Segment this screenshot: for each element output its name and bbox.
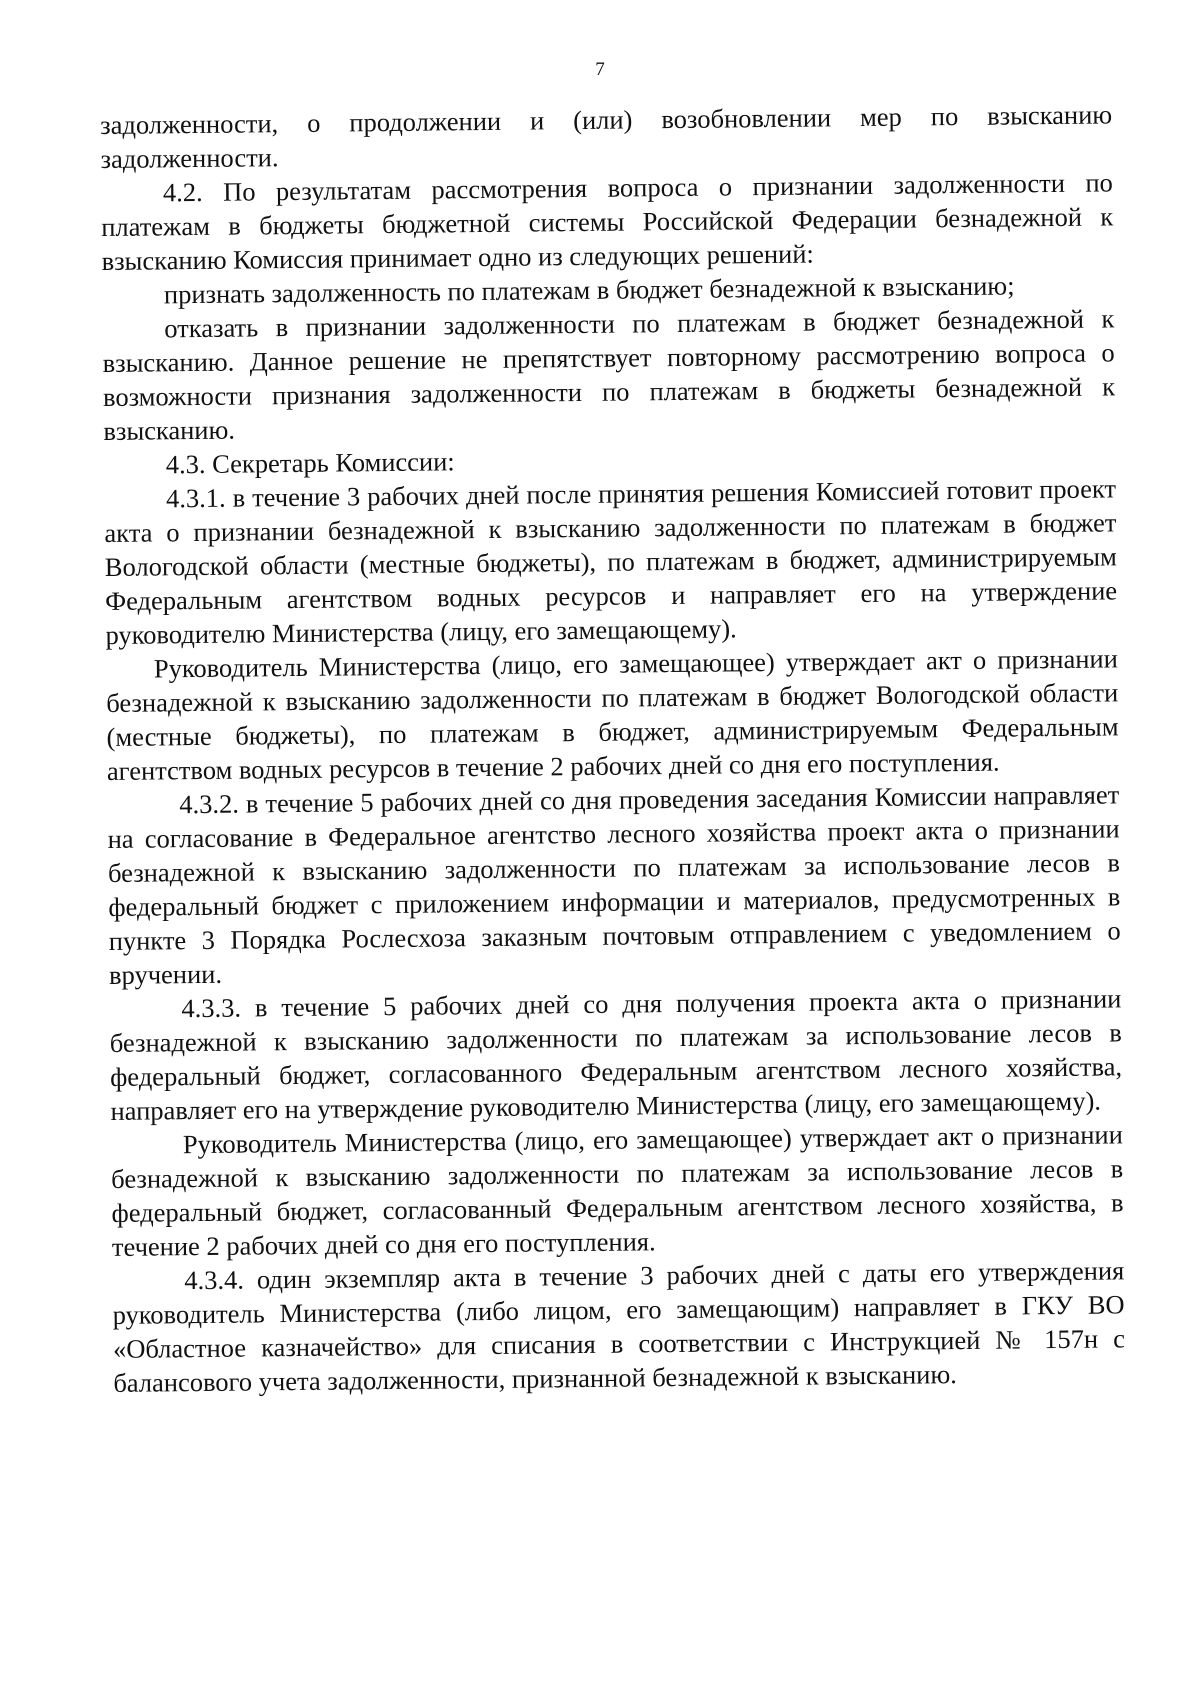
paragraph-decision-refuse: отказать в признании задолженности по платежам в бюджет безнадежной к взысканию. Данное решение не препятствует повторному рассмотрению вопроса о возможности признания задолженности по платежам в бюджеты безнадежной к взысканию. — [102, 303, 1116, 446]
paragraph-head-approval-1: Руководитель Министерства (лицо, его замещающее) утверждает акт о признании безнадежной к взысканию задолженности по платежам в бюджет Вологодской области (местные бюджеты), по платежам в бюджет, администрируемым Федеральным агентством водных ресурсов в течение 2 рабочих дней со дня его поступления. — [106, 643, 1119, 786]
document-body — [100, 97, 1125, 1400]
paragraph-4-3-1: 4.3.1. в течение 3 рабочих дней после принятия решения Комиссией готовит проект акта о признании безнадежной к взысканию задолженности по платежам в бюджет Вологодской области (местные бюджеты), по платежам в бюджет, администрируемым Федеральным агентством водных ресурсов и направляет его на утверждение руководителю Министерства (лицу, его замещающему). — [104, 473, 1118, 650]
paragraph-4-3: 4.3. Секретарь Комиссии: — [165, 446, 455, 480]
paragraph-4-3-4: 4.3.4. один экземпляр акта в течение 3 рабочих дней с даты его утверждения руководитель Министерства (либо лицом, его замещающим) направляет в ГКУ ВО «Областное казначейство» для списания в соответствии с Инструкцией № 157н с балансового учета задолженности, признанной безнадежной к взысканию. — [112, 1255, 1126, 1398]
page-number: 7 — [595, 59, 605, 80]
paragraph-continuation: задолженности, о продолжении и (или) возобновлении мер по взысканию задолженности. — [100, 99, 1113, 174]
paragraph-decision-recognize: признать задолженность по платежам в бюджет безнадежной к взысканию; — [163, 270, 1015, 310]
paragraph-head-approval-2: Руководитель Министерства (лицо, его замещающее) утверждает акт о признании безнадежной к взысканию задолженности по платежам за использование лесов в федеральный бюджет, согласованный Федеральным агентством лесного хозяйства, в течение 2 рабочих дней со дня его поступления. — [111, 1119, 1124, 1262]
paragraph-4-3-3: 4.3.3. в течение 5 рабочих дней со дня получения проекта акта о признании безнадежной к взысканию задолженности по платежам за использование лесов в федеральный бюджет, согласованного Федеральным агентством лесного хозяйства, направляет его на утверждение руководителю Министерства (лицу, его замещающему). — [109, 983, 1123, 1126]
paragraph-4-3-2: 4.3.2. в течение 5 рабочих дней со дня проведения заседания Комиссии направляет на согласование в Федеральное агентство лесного хозяйства проект акта о признании безнадежной к взысканию задолженности по платежам за использование лесов в федеральный бюджет с приложением информации и материалов, предусмотренных в пункте 3 Порядка Рослесхоза заказным почтовым отправлением с уведомлением о вручении. — [107, 779, 1121, 990]
paragraph-4-2: 4.2. По результатам рассмотрения вопроса о признании задолженности по платежам в бюджеты бюджетной системы Российской Федерации безнадежной к взысканию Комиссия принимает одно из следующих решений: — [101, 167, 1114, 276]
